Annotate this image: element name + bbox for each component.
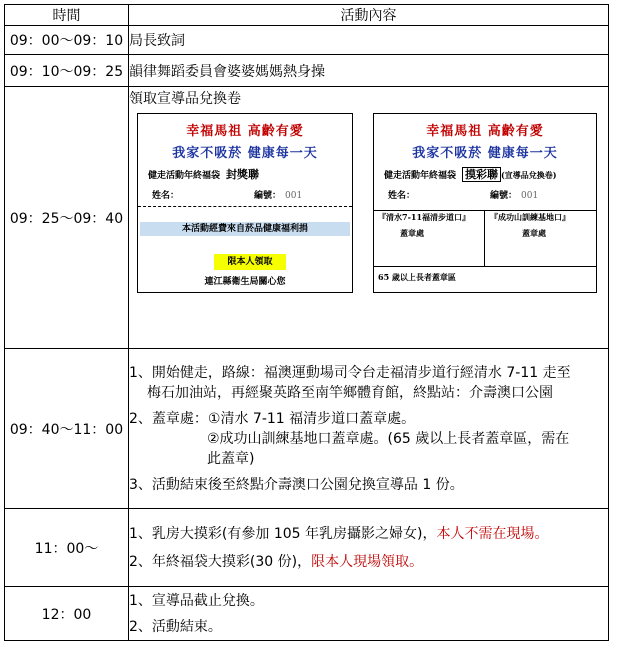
voucher-name-field: 姓名： xyxy=(388,191,416,201)
voucher-subtitle-text: 健走活動年終福袋 xyxy=(384,171,457,181)
voucher-title-2: 我家不吸菸 健康每一天 xyxy=(412,146,558,161)
raffle-2 xyxy=(129,552,608,572)
raffle-2-note: 限本人現場領取。 xyxy=(311,553,424,570)
voucher-title-1: 幸福馬祖 高齡有愛 xyxy=(186,124,304,139)
schedule-table xyxy=(4,4,609,641)
row-content xyxy=(129,509,609,587)
row-content: 韻律舞蹈委員會婆婆媽媽熱身操 xyxy=(129,55,609,87)
row-time: 11：00～ xyxy=(5,509,129,587)
table-row xyxy=(5,349,609,509)
voucher-area xyxy=(129,87,608,297)
stamp-2-sub: 蓋章處 xyxy=(522,228,546,238)
voucher-tear-line xyxy=(138,206,352,207)
raffle-1-text: 1、乳房大摸彩(有參加 105 年乳房攝影之婦女)， xyxy=(129,525,437,542)
voucher-title-2: 我家不吸菸 健康每一天 xyxy=(172,146,318,161)
table-row xyxy=(5,509,609,587)
voucher-limit-label: 限本人領取 xyxy=(214,254,286,270)
table-row xyxy=(5,87,609,349)
stamp-1-label: 『清水7-11福清步道口』 xyxy=(378,212,471,222)
row-content xyxy=(129,587,609,641)
voucher-number-label: 編號： xyxy=(254,191,282,201)
walk-step-1b: 梅石加油站，再經聚英路至南竿鄉體育館，終點站：介壽澳口公園 xyxy=(147,384,553,401)
row-content: 局長致詞 xyxy=(129,26,609,55)
voucher-funding-band: 本活動經費來自菸品健康福利捐 xyxy=(140,222,350,236)
table-row xyxy=(5,587,609,641)
voucher-stub: 封獎聯 xyxy=(226,168,260,181)
raffle-2-text: 2、年終福袋大摸彩(30 份)， xyxy=(129,553,312,570)
walk-step-3: 3、活動結束後至終點介壽澳口公園兌換宣導品 1 份。 xyxy=(129,476,464,493)
table-row xyxy=(5,26,609,55)
raffle-1 xyxy=(129,524,608,544)
divider xyxy=(374,266,596,267)
walk-step-1a: 1、開始健走，路線：福澳運動場司令台走福清步道行經清水 7-11 走至 xyxy=(129,364,571,381)
walk-step-2b: ②成功山訓練基地口蓋章處。(65 歲以上長者蓋章區，需在 xyxy=(207,430,570,447)
row-time: 09：40～11：00 xyxy=(5,349,129,509)
walk-step-2c: 此蓋章) xyxy=(207,450,255,467)
table-header-row xyxy=(5,5,609,26)
row-content xyxy=(129,87,609,349)
row-time: 12：00 xyxy=(5,587,129,641)
voucher-number-value: 001 xyxy=(285,191,303,201)
row-content xyxy=(129,349,609,509)
voucher-caption: 領取宣導品兌換卷 xyxy=(129,91,241,107)
row-time: 09：25～09：40 xyxy=(5,87,129,349)
stamp-1-sub: 蓋章處 xyxy=(400,228,424,238)
walk-step-2a: 2、蓋章處：①清水 7-11 福清步道口蓋章處。 xyxy=(129,410,416,427)
table-row xyxy=(5,55,609,87)
voucher-care-text: 連江縣衛生局關心您 xyxy=(204,277,286,287)
divider xyxy=(374,210,596,211)
header-time: 時間 xyxy=(5,5,129,26)
stamp-grid xyxy=(374,210,596,290)
voucher-stub-note: (宣導品兌換卷) xyxy=(501,170,557,180)
row-time: 09：10～09：25 xyxy=(5,55,129,87)
voucher-number xyxy=(254,188,302,201)
voucher-subtitle-text: 健走活動年終福袋 xyxy=(148,171,221,181)
row-time: 09：00～09：10 xyxy=(5,26,129,55)
voucher-title-1: 幸福馬祖 高齡有愛 xyxy=(426,124,544,139)
closing-1: 1、宣導品截止兌換。 xyxy=(129,592,264,609)
header-content: 活動內容 xyxy=(129,5,609,26)
voucher-number-label: 編號： xyxy=(490,191,518,201)
closing-2: 2、活動結束。 xyxy=(129,618,222,635)
voucher-name-field: 姓名： xyxy=(152,191,180,201)
voucher-subtitle xyxy=(384,166,557,182)
voucher-number-value: 001 xyxy=(521,191,539,201)
stamp-3-label: 65 歲以上長者蓋章區 xyxy=(378,272,456,282)
raffle-1-note: 本人不需在現場。 xyxy=(436,525,549,542)
voucher-number xyxy=(490,188,538,201)
stamp-2-label: 『成功山訓練基地口』 xyxy=(490,212,570,222)
divider xyxy=(484,210,485,266)
voucher-stub: 摸彩聯 xyxy=(462,167,501,182)
voucher-subtitle xyxy=(148,166,259,182)
voucher-left xyxy=(137,113,353,293)
voucher-right xyxy=(373,113,597,293)
